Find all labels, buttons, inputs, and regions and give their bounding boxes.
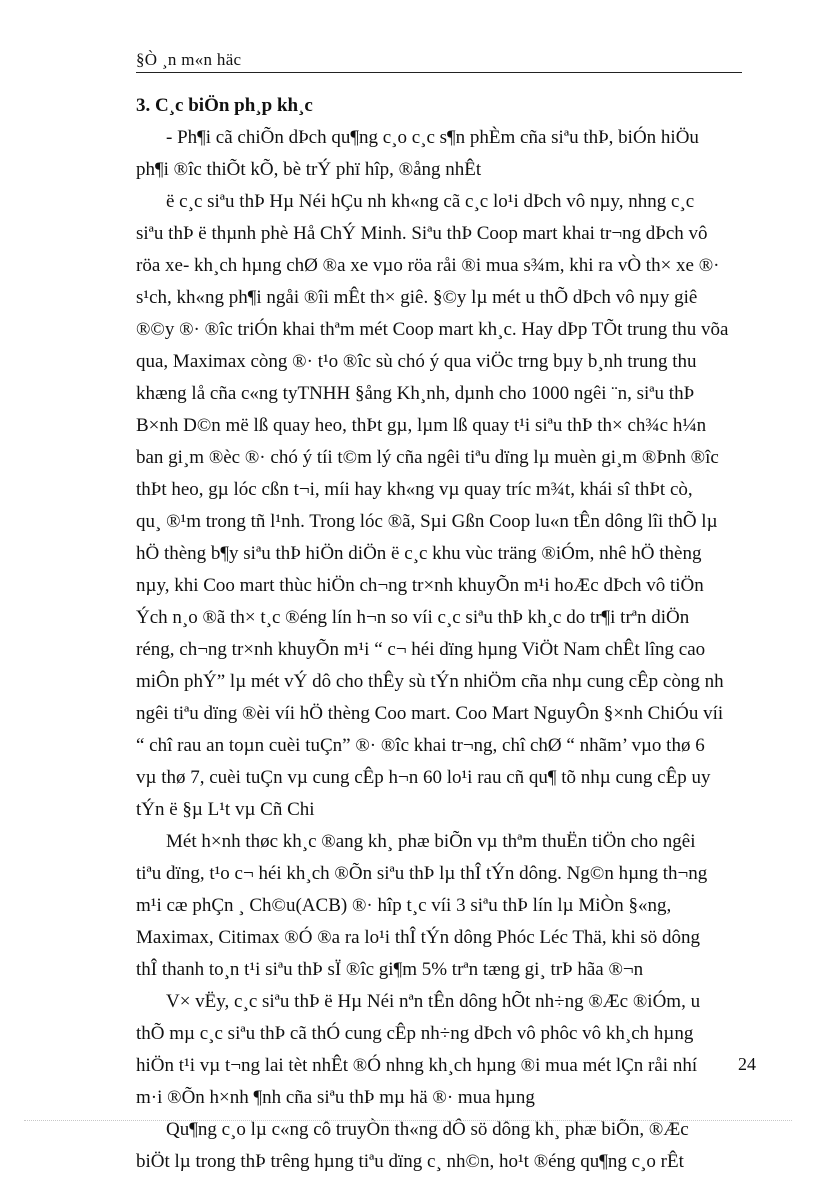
text-line: B×nh D©n më lß quay heo, thÞt gµ, lµm lß quay t¹i siªu thÞ th× ch¾c h¼n: [136, 415, 707, 436]
page-number: 24: [738, 1054, 756, 1074]
header-title: §Ò ¸n m«n häc: [136, 50, 242, 69]
paragraph-container: [136, 122, 742, 1178]
paragraph: [136, 826, 742, 986]
text-line: nµy, khi Coo mart thùc hiÖn ch¬ng tr×nh khuyÕn m¹i hoÆc dÞch vô tiÖn: [136, 575, 704, 596]
text-line: tiªu dïng, t¹o c¬ héi kh¸ch ®Õn siªu thÞ lµ thÎ tÝn dông. Ng©n hµng th¬ng: [136, 863, 708, 884]
paragraph: [136, 122, 742, 186]
text-line: m·i ®Õn h×nh ¶nh cña siªu thÞ mµ hä ®· mua hµng: [136, 1087, 535, 1108]
text-line: Maximax, Citimax ®Ó ®a ra lo¹i thÎ tÝn dông Phóc Léc Thä, khi sö dông: [136, 927, 701, 948]
text-line: miÔn phÝ” lµ mét vÝ dô cho thÊy sù tÝn nhiÖm cña nhµ cung cÊp còng nh: [136, 671, 724, 692]
text-line: - Ph¶i cã chiÕn dÞch qu¶ng c¸o c¸c s¶n phÈm cña siªu thÞ, biÓn hiÖu: [166, 127, 699, 148]
text-line: biÖt lµ trong thÞ trêng hµng tiªu dïng c¸ nh©n, ho¹t ®éng qu¶ng c¸o rÊt: [136, 1151, 684, 1172]
text-line: V× vËy, c¸c siªu thÞ ë Hµ Néi nªn tÊn dông hÕt nh÷ng ®Æc ®iÓm, u: [166, 991, 701, 1012]
text-line: s¹ch, kh«ng ph¶i ngåi ®îi mÊt th× giê. §©y lµ mét u thÕ dÞch vô nµy giê: [136, 287, 698, 308]
section-heading: 3. C¸c biÖn ph¸p kh¸c: [136, 95, 313, 116]
text-line: ph¶i ®îc thiÕt kÕ, bè trÝ phï hîp, ®ång nhÊt: [136, 159, 482, 180]
text-line: hÖ thèng b¶y siªu thÞ hiÖn diÖn ë c¸c khu vùc träng ®iÓm, nhê hÖ thèng: [136, 543, 702, 564]
text-line: röa xe- kh¸ch hµng chØ ®a xe vµo röa råi ®i mua s¾m, khi ra vÒ th× xe ®·: [136, 255, 720, 276]
text-line: qua, Maximax còng ®· t¹o ®îc sù chó ý qua viÖc trng bµy b¸nh trung thu: [136, 351, 697, 372]
paragraph: [136, 986, 742, 1114]
text-line: vµ thø 7, cuèi tuÇn vµ cung cÊp h¬n 60 lo¹i rau cñ qu¶ tõ nhµ cung cÊp uy: [136, 767, 711, 788]
text-line: khæng lå cña c«ng tyTNHH §ång Kh¸nh, dµnh cho 1000 ngêi ¨n, siªu thÞ: [136, 383, 695, 404]
page-bottom-divider: [24, 1120, 792, 1121]
text-line: ë c¸c siªu thÞ Hµ Néi hÇu nh kh«ng cã c¸c lo¹i dÞch vô nµy, nhng c¸c: [166, 191, 695, 212]
text-line: thÕ mµ c¸c siªu thÞ cã thÓ cung cÊp nh÷ng dÞch vô phôc vô kh¸ch hµng: [136, 1023, 694, 1044]
text-line: Mét h×nh thøc kh¸c ®ang kh¸ phæ biÕn vµ thªm thuËn tiÖn cho ngêi: [166, 831, 696, 852]
paragraph: [136, 186, 742, 826]
text-line: Ých n¸o ®ã th× t¸c ®éng lín h¬n so víi c¸c siªu thÞ kh¸c do tr¶i trªn diÖn: [136, 607, 690, 628]
text-line: ®©y ®· ®îc triÓn khai thªm mét Coop mart kh¸c. Hay dÞp TÕt trung thu võa: [136, 319, 729, 340]
text-line: hiÖn t¹i vµ t¬ng lai tèt nhÊt ®Ó nhng kh¸ch hµng ®i mua mét lÇn råi nhí: [136, 1055, 698, 1076]
paragraph: [136, 1114, 742, 1178]
text-line: thÎ thanh to¸n t¹i siªu thÞ sÏ ®îc gi¶m 5% trªn tæng gi¸ trÞ hãa ®¬n: [136, 959, 644, 980]
text-line: qu¸ ®¹m trong tñ l¹nh. Trong lóc ®ã, Sµi Gßn Coop lu«n tÊn dông lîi thÕ lµ: [136, 511, 718, 532]
text-line: thÞt heo, gµ lóc cßn t¬i, míi hay kh«ng vµ quay tríc m¾t, khái sî thÞt cò,: [136, 479, 693, 500]
document-body: [136, 90, 742, 1178]
text-line: ban gi¸m ®èc ®· chó ý tíi t©m lý cña ngêi tiªu dïng lµ muèn gi¸m ®Þnh ®îc: [136, 447, 719, 468]
text-line: siªu thÞ ë thµnh phè Hå ChÝ Minh. Siªu thÞ Coop mart khai tr¬ng dÞch vô: [136, 223, 708, 244]
text-line: m¹i cæ phÇn ¸ Ch©u(ACB) ®· hîp t¸c víi 3 siªu thÞ lín lµ MiÒn §«ng,: [136, 895, 672, 916]
text-line: réng, ch¬ng tr×nh khuyÕn m¹i “ c¬ héi dïng hµng ViÖt Nam chÊt lîng cao: [136, 639, 706, 660]
text-line: Qu¶ng c¸o lµ c«ng cô truyÒn th«ng dÔ sö dông kh¸ phæ biÕn, ®Æc: [166, 1119, 689, 1140]
text-line: ngêi tiªu dïng ®èi víi hÖ thèng Coo mart. Coo Mart NguyÔn §×nh ChiÓu víi: [136, 703, 724, 724]
text-line: tÝn ë §µ L¹t vµ Cñ Chi: [136, 799, 315, 820]
text-line: “ chî rau an toµn cuèi tuÇn” ®· ®îc khai tr¬ng, chî chØ “ nhãm’ vµo thø 6: [136, 735, 705, 756]
page-header: [136, 48, 742, 73]
